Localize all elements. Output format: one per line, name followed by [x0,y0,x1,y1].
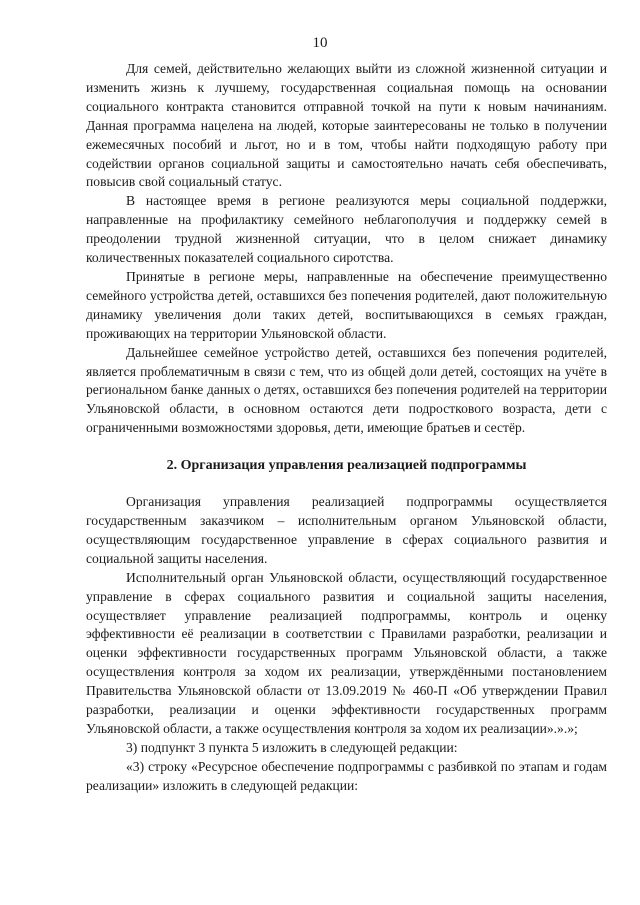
paragraph: Дальнейшее семейное устройство детей, оставшихся без попечения родителей, является проблематичным в связи с тем, что из общей доли детей, состоящих на учёте в региональном банке данных о детях, оставшихся без попечения родителей на территории Ульяновской области, в основном остаются дети подросткового возраста, дети с ограниченными возможностями здоровья, дети, имеющие братьев и сестёр. [86,344,607,436]
section-management [86,493,607,796]
section-heading: 2. Организация управления реализацией подпрограммы [166,458,527,474]
paragraph: Исполнительный орган Ульяновской области, осуществляющий государственное управление в сферах социального развития и социальной защиты населения, осуществляет управление реализацией подпрограммы, контроль и оценку эффективности её реализации в соответствии с Правилами разработки, реализации и оценки эффективности государственных программ Ульяновской области, а также осуществления контроля за ходом их реализации, утверждёнными постановлением Правительства Ульяновской области от 13.09.2019 № 460-П «Об утверждении Правил разработки, реализации и оценки эффективности государственных программ Ульяновской области, а также осуществления контроля за ходом их реализации».».»; [86,569,607,736]
paragraph: Организация управления реализацией подпрограммы осуществляется государственным заказчиком – исполнительным органом Ульяновской области, осуществляющим государственное управление в сферах социального развития и социальной защиты населения. [86,494,607,566]
page-number: 10 [312,35,328,51]
paragraph: 3) подпункт 3 пункта 5 изложить в следующей редакции: [126,739,458,755]
paragraph: Принятые в регионе меры, направленные на обеспечение преимущественно семейного устройства детей, оставшихся без попечения родителей, дают положительную динамику увеличения доли таких детей, воспитывающихся в семьях граждан, проживающих на территории Ульяновской области. [86,268,607,341]
paragraph: В настоящее время в регионе реализуются меры социальной поддержки, направленные на профилактику семейного неблагополучия и поддержку семей в преодолении трудной жизненной ситуации, что в целом снижает динамику количественных показателей социального сиротства. [86,193,607,266]
paragraph: Для семей, действительно желающих выйти из сложной жизненной ситуации и изменить жизнь к лучшему, государственная социальная помощь на основании социального контракта становится отправной точкой на пути к новым начинаниям. Данная программа нацелена на людей, которые заинтересованы не только в получении ежемесячных пособий и льгот, но и в том, чтобы найти подходящую работу при содействии органов социальной защиты и самостоятельно начать себя обеспечивать, повысив свой социальный статус. [86,61,607,190]
paragraph: «3) строку «Ресурсное обеспечение подпрограммы с разбивкой по этапам и годам реализации» изложить в следующей редакции: [86,758,607,793]
section-intro [86,60,607,438]
document-body [86,60,607,796]
